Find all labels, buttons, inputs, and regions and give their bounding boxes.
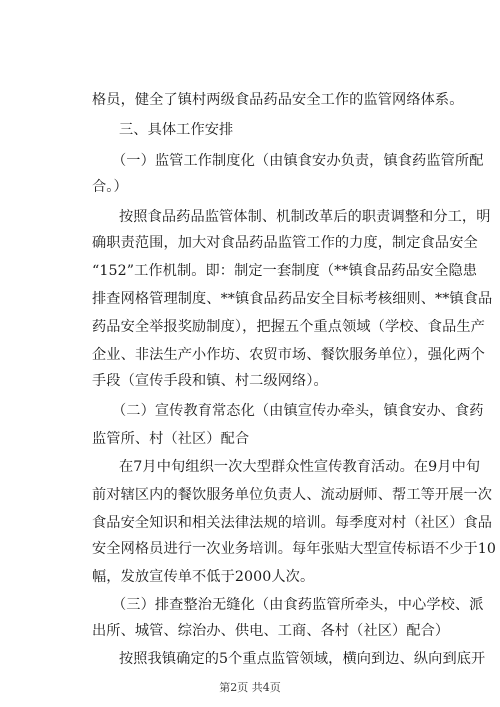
paragraph-line: 安全网格员进行一次业务培训。每年张贴大型宣传标语不少于10 [92, 541, 497, 557]
paragraph-line: 按照我镇确定的5个重点监管领域，横向到边、纵向到底开 [119, 651, 486, 667]
paragraph-line: 排查网格管理制度、**镇食品药品安全目标考核细则、**镇食品 [92, 291, 493, 307]
subsection-heading: （二）宣传教育常态化（由镇宣传办牵头，镇食安办、食药 [112, 403, 484, 419]
paragraph-line: 前对辖区内的餐饮服务单位负责人、流动厨师、帮工等开展一次 [92, 487, 493, 503]
subsection-heading-continued: 监管所、村（社区）配合 [92, 431, 250, 447]
paragraph-line: 在7月中旬组织一次大型群众性宣传教育活动。在9月中旬 [119, 459, 481, 475]
subsection-heading-continued: 出所、城管、综治办、供电、工商、各村（社区）配合） [92, 623, 450, 639]
page-number-footer: 第2页 共4页 [219, 681, 281, 694]
paragraph-line: 药品安全举报奖励制度），把握五个重点领域（学校、食品生产 [92, 319, 485, 335]
paragraph-line: 按照食品药品监管体制、机制改革后的职责调整和分工，明 [119, 209, 491, 225]
paragraph-line: 手段（宣传手段和镇、村二级网络）。 [92, 373, 328, 389]
subsection-heading: （三）排查整治无缝化（由食药监管所牵头，中心学校、派 [112, 597, 484, 613]
section-heading: 三、具体工作安排 [119, 122, 234, 138]
paragraph-line: “152”工作机制。即：制定一套制度（**镇食品药品安全隐患 [92, 263, 478, 279]
paragraph-line: 企业、非法生产小作坊、农贸市场、餐饮服务单位），强化两个 [92, 347, 485, 363]
subsection-heading-continued: 合。） [92, 179, 128, 195]
paragraph-line: 确职责范围，加大对食品药品监管工作的力度，制定食品安全 [92, 235, 478, 251]
paragraph-line: 食品安全知识和相关法律法规的培训。每季度对村（社区）食品 [92, 515, 493, 531]
paragraph-line: 幅，发放宣传单不低于2000人次。 [92, 569, 315, 585]
body-text-line: 格员，健全了镇村两级食品药品安全工作的监管网络体系。 [92, 92, 464, 108]
subsection-heading: （一）监管工作制度化（由镇食安办负责，镇食药监管所配 [112, 153, 484, 169]
